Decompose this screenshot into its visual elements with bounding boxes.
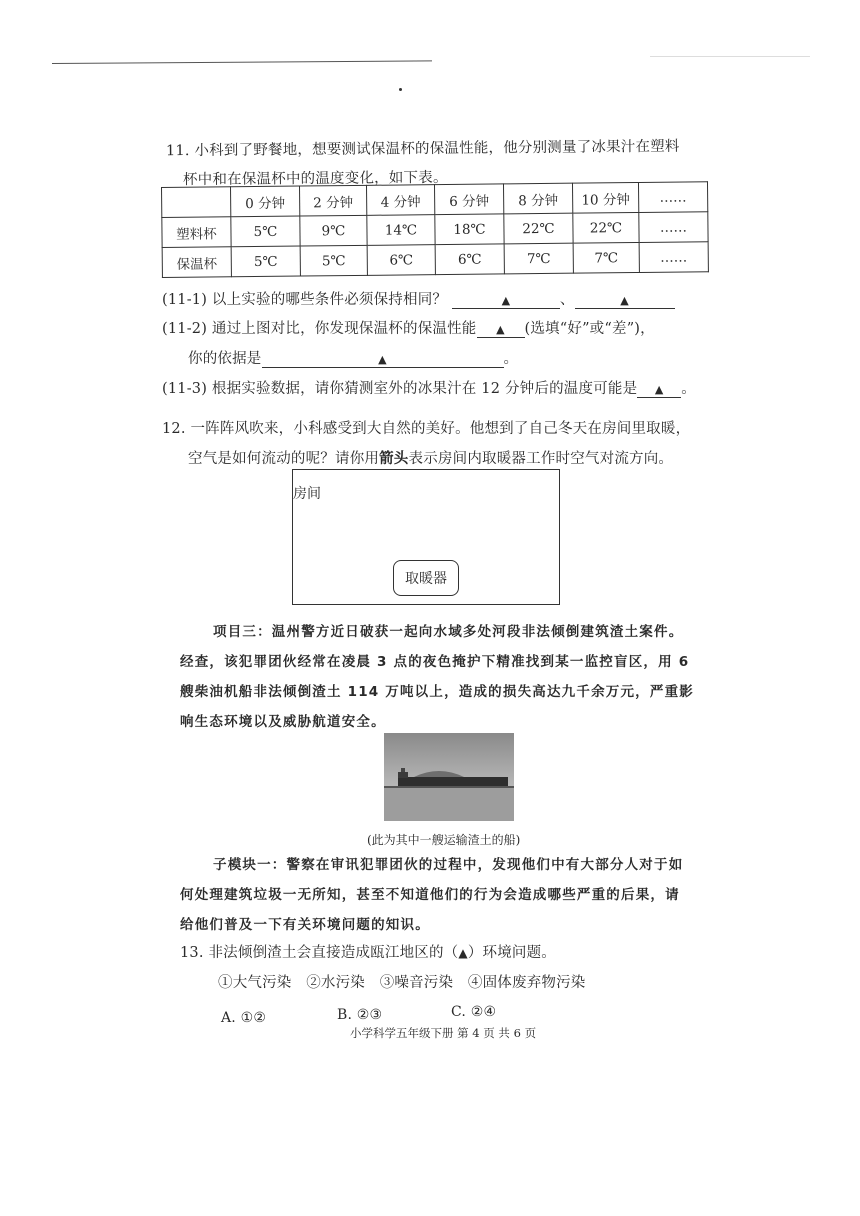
ship-photo (384, 733, 514, 821)
q12-line2-a: 空气是如何流动的呢？请你用 (188, 451, 380, 467)
project3-line1: 项目三：温州警方近日破获一起向水域多处河段非法倾倒建筑渣土案件。 (213, 624, 684, 640)
table-cell: 22℃ (573, 212, 639, 243)
triangle-mark: ▲ (654, 383, 664, 396)
heater-label: 取暖器 (405, 571, 447, 587)
q11-intro-line2: 杯中和在保温杯中的温度变化，如下表。 (182, 169, 448, 189)
table-cell: 22℃ (504, 213, 573, 244)
table-row-label: 保温杯 (162, 247, 231, 278)
triangle-mark: ▲ (458, 946, 468, 960)
table-cell: …… (639, 242, 708, 273)
table-header-cell: 4 分钟 (366, 185, 434, 216)
table-cell: 5℃ (231, 216, 300, 247)
scan-edge-line-faint (650, 56, 810, 57)
q12-line1: 12. 一阵阵风吹来，小科感受到大自然的美好。他想到了自己冬天在房间里取暖， (162, 421, 691, 437)
project3-line4: 响生态环境以及威胁航道安全。 (180, 714, 386, 730)
q11-1-blank-2[interactable] (575, 292, 675, 309)
table-cell: 14℃ (367, 215, 435, 246)
q13-stem-a: 13. 非法倾倒渣土会直接造成瓯江地区的（ (180, 945, 459, 961)
table-row (162, 242, 708, 278)
q11-2-text: (11-2) 通过上图对比，你发现保温杯的保温性能 (162, 321, 477, 337)
triangle-mark: ▲ (496, 323, 505, 336)
scan-dot (399, 88, 402, 91)
project3-line3: 艘柴油机船非法倾倒渣土 114 万吨以上，造成的损失高达九千余万元，严重影 (180, 684, 694, 700)
q11-1-text: (11-1) 以上实验的哪些条件必须保持相同？ (162, 292, 448, 308)
q13-stem-b: ）环境问题。 (467, 945, 557, 961)
q13-option-c[interactable]: C. ②④ (451, 1004, 497, 1020)
table-cell: 5℃ (300, 245, 367, 276)
table-cell: 5℃ (231, 246, 300, 277)
q11-3-period: 。 (681, 381, 696, 397)
table-cell: 9℃ (300, 215, 367, 246)
temperature-table (161, 181, 709, 278)
q11-2-basis-blank[interactable] (262, 351, 504, 368)
table-header-cell: 6 分钟 (434, 184, 503, 215)
table-header-cell: 0 分钟 (231, 186, 300, 217)
submodule1-line3: 给他们普及一下有关环境问题的知识。 (180, 917, 430, 933)
q12-arrow-word: 箭头 (379, 450, 409, 467)
q11-2-blank[interactable] (477, 321, 525, 338)
q11-3-text: (11-3) 根据实验数据，请你猜测室外的冰果汁在 12 分钟后的温度可能是 (162, 381, 638, 397)
table-header-cell: 8 分钟 (503, 183, 572, 214)
table-cell: 18℃ (435, 214, 504, 245)
table-cell: 6℃ (367, 245, 435, 276)
photo-caption: (此为其中一艘运输渣土的船) (367, 833, 521, 847)
q13-items: ①大气污染 ②水污染 ③噪音污染 ④固体废弃物污染 (218, 975, 586, 991)
q11-1-separator: 、 (559, 292, 575, 308)
table-cell: …… (639, 212, 708, 243)
project3-line2: 经查，该犯罪团伙经常在凌晨 3 点的夜色掩护下精准找到某一监控盲区，用 6 (180, 654, 690, 670)
q13-option-b[interactable]: B. ②③ (337, 1007, 383, 1023)
q11-3-blank[interactable] (637, 381, 681, 398)
q12-line2-b: 表示房间内取暖器工作时空气对流方向。 (408, 451, 674, 467)
q11-1-line (162, 288, 675, 309)
q13-stem (180, 941, 556, 962)
triangle-mark: ▲ (501, 294, 511, 307)
triangle-mark: ▲ (620, 294, 629, 307)
q11-2-line (162, 317, 655, 338)
submodule1-line2: 何处理建筑垃圾一无所知，甚至不知道他们的行为会造成哪些严重的后果，请 (180, 887, 680, 903)
heater-box (393, 560, 459, 596)
table-header-cell: …… (638, 182, 707, 213)
q11-intro-line1: 11. 小科到了野餐地，想要测试保温杯的保温性能，他分别测量了冰果汁在塑料 (165, 138, 680, 160)
page-footer: 小学科学五年级下册 第 4 页 共 6 页 (350, 1026, 537, 1040)
table-header-cell (162, 187, 231, 218)
table-header-cell: 2 分钟 (299, 185, 366, 216)
table-cell: 7℃ (504, 243, 573, 274)
triangle-mark: ▲ (378, 353, 387, 366)
q11-1-blank-1[interactable] (452, 292, 560, 309)
q12-line2 (188, 447, 673, 468)
submodule1-line1: 子模块一：警察在审讯犯罪团伙的过程中，发现他们中有大部分人对于如 (213, 857, 684, 873)
q13-option-a[interactable]: A. ①② (221, 1010, 267, 1026)
ship-photo-image (384, 733, 514, 821)
table-cell: 7℃ (573, 242, 639, 273)
table-header-cell: 10 分钟 (572, 182, 638, 213)
scan-edge-line (52, 60, 432, 64)
q11-2-basis-line (188, 347, 518, 368)
q11-2-hint: (选填“好”或“差”)， (524, 321, 655, 337)
q11-2-period: 。 (503, 351, 519, 367)
room-label: 房间 (293, 486, 321, 502)
q11-2-basis-text: 你的依据是 (188, 351, 262, 367)
q11-3-line (162, 377, 696, 398)
table-cell: 6℃ (435, 244, 504, 275)
table-row-label: 塑料杯 (162, 217, 231, 248)
